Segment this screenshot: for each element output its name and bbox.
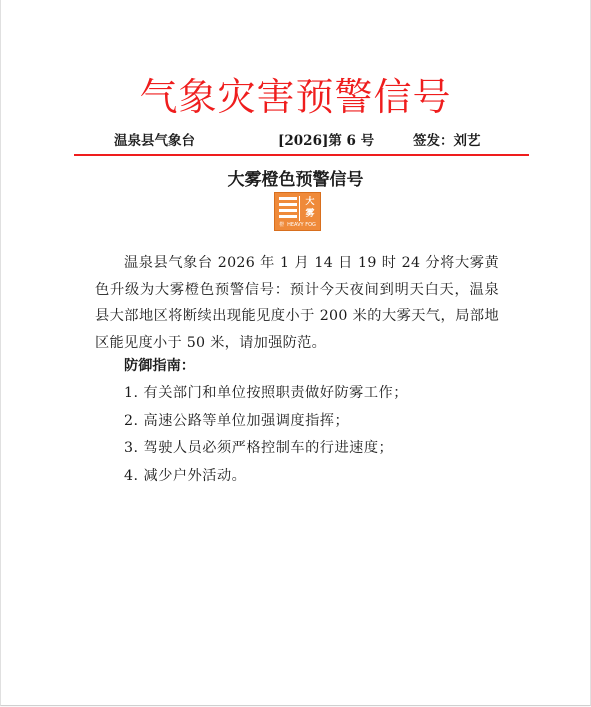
issuance-info-row	[1, 131, 591, 151]
icon-caption-cn: 橙	[279, 222, 285, 228]
fog-bar	[279, 203, 297, 206]
fog-bar	[279, 209, 297, 212]
fog-bar	[279, 197, 297, 200]
icon-caption	[275, 221, 320, 229]
icon-glyph-top: 大	[305, 197, 315, 207]
red-divider-line	[74, 154, 529, 156]
guide-item: 2. 高速公路等单位加强调度指挥；	[124, 412, 350, 429]
guide-item: 1. 有关部门和单位按照职责做好防雾工作；	[124, 385, 408, 401]
defense-guide-title: 防御指南：	[124, 358, 195, 374]
warning-body-text: 温泉县气象台 2026 年 1 月 14 日 19 时 24 分将大雾黄色升级为大雾橙色预警信号：预计今天夜间到明天白天，温泉县大部地区将断续出现能见度小于 200 米的大雾天气，局部地区能见度小于 50 米，请加强防范。	[95, 255, 499, 351]
guide-item: 3. 驾驶人员必须严格控制车的行进速度；	[124, 440, 394, 456]
icon-divider	[299, 196, 300, 221]
icon-glyph-bottom: 雾	[305, 209, 315, 219]
fog-bars-icon	[279, 197, 297, 219]
guide-item: 4. 减少户外活动。	[124, 467, 247, 484]
signal-title: 大雾橙色预警信号	[227, 170, 364, 190]
main-title: 气象灾害预警信号	[139, 75, 452, 119]
heavy-fog-orange-signal-icon	[274, 192, 321, 231]
signer-label: 签发：刘艺	[413, 133, 481, 149]
icon-caption-en: HEAVY FOG	[287, 222, 316, 228]
defense-guide-list	[124, 380, 408, 490]
fog-bar	[279, 215, 297, 218]
issuer-label: 温泉县气象台	[114, 133, 195, 149]
document-number: [2026]第 6 号	[278, 133, 375, 149]
